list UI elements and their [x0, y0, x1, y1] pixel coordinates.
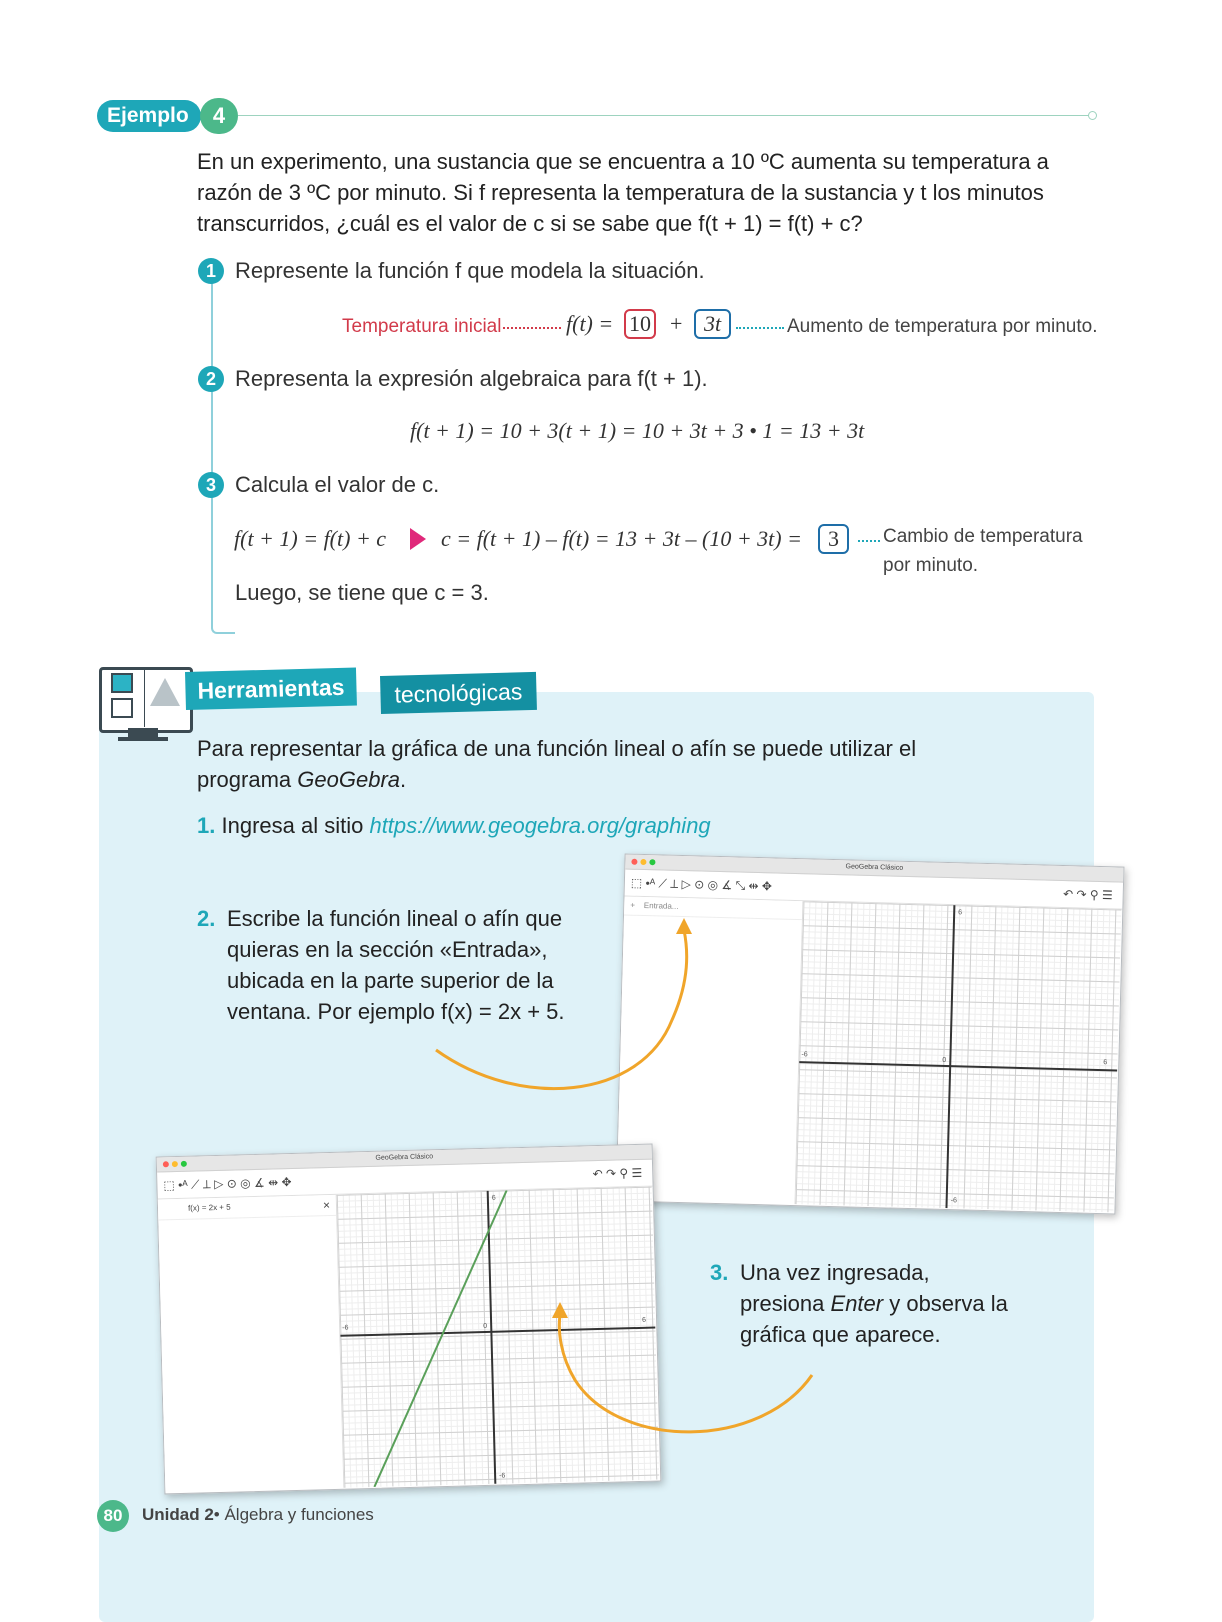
unit-label [142, 1505, 374, 1525]
arrow-to-graph-icon [559, 1315, 812, 1432]
item-2-line-4: ventana. Por ejemplo f(x) = 2x + 5. [227, 999, 565, 1024]
x-tick-left: -6 [342, 1324, 349, 1332]
circle-3pts-icon[interactable]: ◎ [239, 1176, 251, 1191]
x-tick-right: 6 [1103, 1059, 1108, 1067]
step-1-text: Represente la función f que modela la situación. [235, 258, 705, 283]
angle-icon[interactable]: ∡ [253, 1175, 265, 1190]
item-3-text-a: presiona [740, 1291, 831, 1316]
y-tick-bottom: -6 [950, 1197, 957, 1205]
origin-label: 0 [942, 1056, 947, 1065]
polygon-icon[interactable]: ▷ [681, 877, 692, 892]
problem-line-2: razón de 3 ºC por minuto. Si f representa la temperatura de la sustancia y t los minutos [197, 180, 1044, 205]
circle-3pts-icon[interactable]: ◎ [707, 877, 719, 892]
slider-icon[interactable]: ⇹ [267, 1175, 279, 1190]
move-graphics-icon[interactable]: ✥ [761, 879, 773, 894]
intro-text: programa [197, 767, 298, 792]
step-3-equation-left: f(t + 1) = f(t) + c [234, 526, 387, 551]
line-icon[interactable]: ⟋ [190, 1177, 200, 1192]
initial-value-box: 10 [624, 309, 656, 339]
entered-function: f(x) = 2x + 5 [187, 1202, 231, 1213]
reflect-icon[interactable]: ⤡ [735, 878, 746, 893]
tools-title-bold: Herramientas [185, 668, 357, 710]
y-tick-bottom: -6 [499, 1472, 506, 1480]
enter-key: Enter [830, 1291, 884, 1316]
example-label: Ejemplo [97, 100, 201, 132]
page-number: 80 [97, 1500, 129, 1532]
geogebra-name: GeoGebra [297, 767, 401, 792]
origin-label: 0 [483, 1322, 488, 1331]
item-2-line-1: Escribe la función lineal o afín que [227, 906, 563, 931]
undo-search-menu-icons[interactable]: ↶ ↷ ⚲ ☰ [592, 1165, 643, 1182]
line-icon[interactable]: ⟋ [658, 876, 668, 891]
slider-icon[interactable]: ⇹ [748, 878, 759, 894]
perpendicular-icon[interactable]: ⟂ [202, 1177, 212, 1192]
initial-temperature-label: Temperatura inicial [342, 316, 502, 337]
y-tick-top: 6 [491, 1194, 496, 1202]
window-title: GeoGebra Clásico [375, 1153, 434, 1162]
item-3-line-1: Una vez ingresada, [740, 1260, 930, 1285]
angle-icon[interactable]: ∡ [721, 878, 733, 893]
rate-label: Aumento de temperatura por minuto. [787, 316, 1098, 337]
unit-topic: • Álgebra y funciones [213, 1505, 374, 1524]
point-icon[interactable]: •ᴬ [645, 876, 656, 891]
circle-icon[interactable]: ⊙ [226, 1176, 237, 1191]
point-icon[interactable]: •ᴬ [177, 1177, 188, 1192]
example-number: 4 [200, 98, 238, 134]
item-1-number: 1. [197, 813, 216, 838]
plus-sign: + [670, 311, 683, 336]
window-title: GeoGebra Clásico [845, 863, 904, 872]
circle-icon[interactable]: ⊙ [694, 877, 705, 892]
f-of-t: f(t) = [566, 311, 614, 336]
x-tick-right: 6 [642, 1316, 647, 1324]
conclusion: Luego, se tiene que c = 3. [235, 580, 489, 605]
step-3-text: Calcula el valor de c. [235, 472, 440, 497]
item-2-line-2: quieras en la sección «Entrada», [227, 937, 548, 962]
step-2-equation: f(t + 1) = 10 + 3(t + 1) = 10 + 3t + 3 • 1 = 13 + 3t [410, 418, 865, 443]
tools-intro-line-1: Para representar la gráfica de una función lineal o afín se puede utilizar el [197, 736, 917, 761]
move-icon[interactable]: ⬚ [163, 1178, 175, 1193]
arrowhead-graph-icon [552, 1302, 568, 1318]
geogebra-link[interactable]: https://www.geogebra.org/graphing [369, 813, 711, 838]
plus-icon: + [630, 900, 636, 910]
intro-period: . [400, 767, 407, 792]
result-box: 3 [818, 524, 849, 554]
item-3-number: 3. [710, 1260, 729, 1285]
step-1-number: 1 [198, 258, 224, 284]
move-graphics-icon[interactable]: ✥ [281, 1175, 292, 1190]
item-2-number: 2. [197, 906, 216, 931]
item-2-line-3: ubicada en la parte superior de la [227, 968, 554, 993]
arrowhead-input-icon [676, 918, 692, 934]
rate-term-box: 3t [694, 309, 731, 339]
step-3-equation-right: c = f(t + 1) – f(t) = 13 + 3t – (10 + 3t) = [441, 526, 802, 551]
perpendicular-icon[interactable]: ⟂ [670, 876, 679, 891]
result-note-line-1: Cambio de temperatura [883, 526, 1083, 547]
polygon-icon[interactable]: ▷ [213, 1176, 224, 1192]
input-placeholder: Entrada... [643, 901, 679, 911]
step-3-number: 3 [198, 472, 224, 498]
item-1-text: Ingresa al sitio [221, 813, 370, 838]
step-2-text: Representa la expresión algebraica para f(t + 1). [235, 366, 708, 391]
unit-number: Unidad 2 [142, 1505, 214, 1524]
close-icon[interactable]: × [322, 1198, 331, 1213]
problem-line-3: transcurridos, ¿cuál es el valor de c si se sabe que f(t + 1) = f(t) + c? [197, 211, 863, 236]
problem-line-1: En un experimento, una sustancia que se encuentra a 10 ºC aumenta su temperatura a [197, 149, 1049, 174]
item-3-text-c: y observa la [883, 1291, 1008, 1316]
arrow-to-input-icon [436, 930, 687, 1089]
step-2-number: 2 [198, 366, 224, 392]
result-note-line-2: por minuto. [883, 555, 979, 576]
item-3-line-3: gráfica que aparece. [740, 1322, 941, 1347]
undo-search-menu-icons[interactable]: ↶ ↷ ⚲ ☰ [1062, 887, 1113, 903]
move-icon[interactable]: ⬚ [630, 875, 643, 890]
tools-title-light: tecnológicas [380, 672, 537, 714]
x-tick-left: -6 [801, 1051, 808, 1059]
y-tick-top: 6 [958, 909, 963, 917]
